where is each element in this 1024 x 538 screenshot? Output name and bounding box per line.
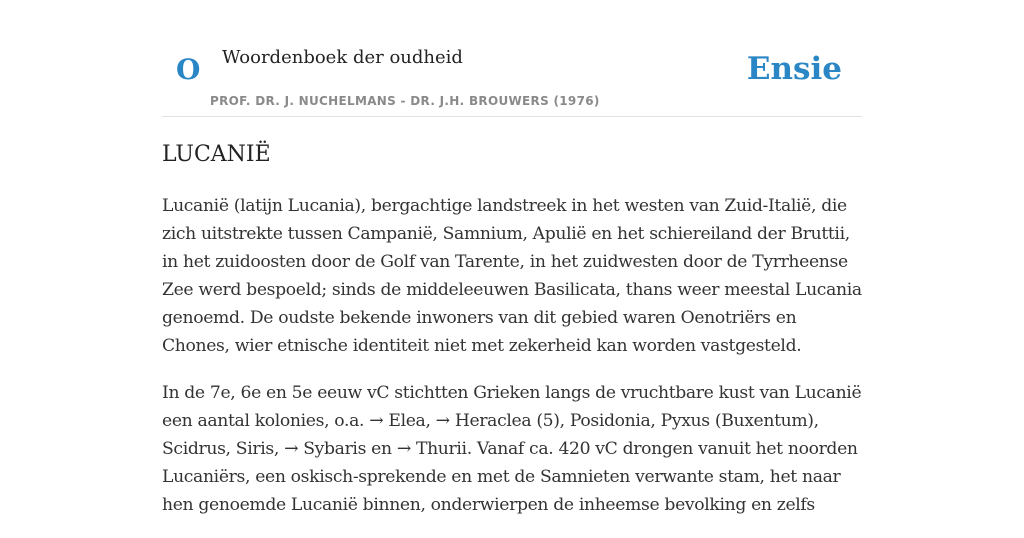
entry-title: LUCANIË [162, 142, 271, 167]
source-authors: PROF. DR. J. NUCHELMANS - DR. J.H. BROUWERS (1976) [210, 94, 600, 108]
source-letter-badge: O [176, 53, 201, 86]
entry-paragraph: In de 7e, 6e en 5e eeuw vC stichtten Grieken langs de vruchtbare kust van Lucanië een aantal kolonies, o.a. → Elea, → Heraclea (5), Posidonia, Pyxus (Buxentum), Scidrus, Siris, → Sybaris en → Thurii. Vanaf ca. 420 vC drongen vanuit het noorden Lucaniërs, een oskisch-sprekende en met de Samnieten verwante stam, het naar hen genoemde Lucanië binnen, onderwierpen de inheemse bevolking en zelfs [162, 383, 862, 515]
source-header [162, 0, 862, 117]
entry-body [162, 192, 867, 538]
entry-paragraph: Lucanië (latijn Lucania), bergachtige landstreek in het westen van Zuid-Italië, die zich uitstrekte tussen Campanië, Samnium, Apulië en het schiereiland der Bruttii, in het zuidoosten door de Golf van Tarente, in het zuidwesten door de Tyrrheense Zee werd bespoeld; sinds de middeleeuwen Basilicata, thans weer meestal Lucania genoemd. De oudste bekende inwoners van dit gebied waren Oenotriërs en Chones, wier etnische identiteit niet met zekerheid kan worden vastgesteld. [162, 196, 862, 356]
ensie-logo[interactable]: Ensie [746, 51, 842, 87]
source-title-link[interactable]: Woordenboek der oudheid [222, 47, 463, 68]
